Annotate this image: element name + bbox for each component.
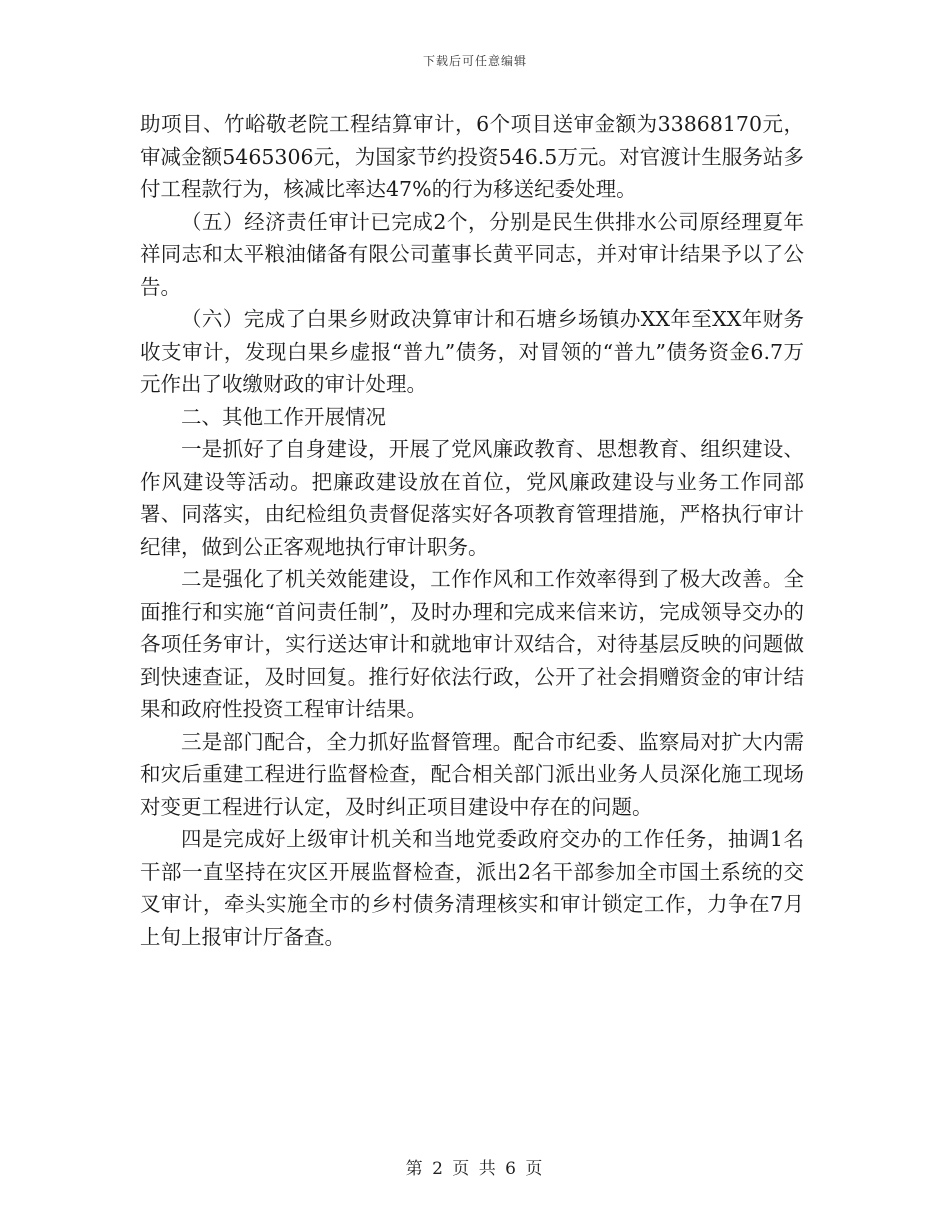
paragraph-item-5: （五）经济责任审计已完成2个，分别是民生供排水公司原经理夏年祥同志和太平粮油储备有限公司董事长黄平同志，并对审计结果予以了公告。 (140, 209, 804, 299)
paragraph-item-6: （六）完成了白果乡财政决算审计和石塘乡场镇办XX年至XX年财务收支审计，发现白果乡虚报“普九”债务，对冒领的“普九”债务资金6.7万元作出了收缴财政的审计处理。 (140, 307, 804, 396)
page-number-footer: 第 2 页 共 6 页 (405, 1159, 545, 1179)
header-note: 下载后可任意编辑 (422, 54, 527, 68)
paragraph-continuation: 助项目、竹峪敬老院工程结算审计，6个项目送审金额为33868170元，审减金额5465306元，为国家节约投资546.5万元。对官渡计生服务站多付工程款行为，核减比率达47%的行为移送纪委处理。 (140, 112, 804, 201)
document-body (140, 108, 804, 953)
paragraph-point-4: 四是完成好上级审计机关和当地党委政府交办的工作任务，抽调1名干部一直坚持在灾区开展监督检查，派出2名干部参加全市国土系统的交叉审计，牵头实施全市的乡村债务清理核实和审计锁定工作，力争在7月上旬上报审计厅备查。 (140, 827, 804, 949)
paragraph-point-2: 二是强化了机关效能建设，工作作风和工作效率得到了极大改善。全面推行和实施“首问责任制”，及时办理和完成来信来访，完成领导交办的各项任务审计，实行送达审计和就地审计双结合，对待基层反映的问题做到快速查证，及时回复。推行好依法行政，公开了社会捐赠资金的审计结果和政府性投资工程审计结果。 (140, 567, 804, 721)
paragraph-point-1: 一是抓好了自身建设，开展了党风廉政教育、思想教育、组织建设、作风建设等活动。把廉政建设放在首位，党风廉政建设与业务工作同部署、同落实，由纪检组负责督促落实好各项教育管理措施，严格执行审计纪律，做到公正客观地执行审计职务。 (140, 437, 804, 559)
section-heading-other-work: 二、其他工作开展情况 (181, 404, 386, 429)
paragraph-point-3: 三是部门配合，全力抓好监督管理。配合市纪委、监察局对扩大内需和灾后重建工程进行监督检查，配合相关部门派出业务人员深化施工现场对变更工程进行认定，及时纠正项目建设中存在的问题。 (140, 729, 804, 819)
